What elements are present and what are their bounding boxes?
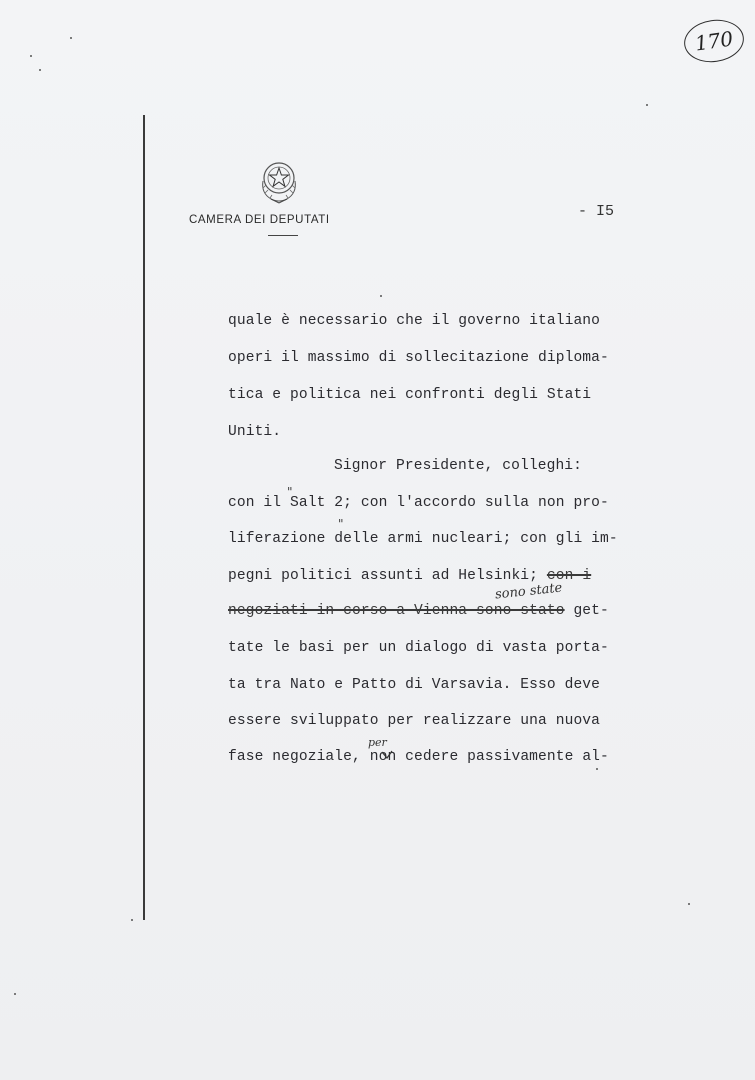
handwritten-insertion: sono state — [494, 580, 564, 603]
caret-insert-icon — [381, 750, 393, 760]
handwritten-page-number — [681, 16, 746, 66]
struck-text: negoziati in corso a Vienna sono stato — [228, 603, 565, 619]
handwritten-quote-mark: " — [338, 517, 344, 531]
paper-speck — [30, 55, 32, 57]
text-line: essere sviluppato per realizzare una nuova — [228, 713, 601, 729]
text-segment: non cedere passivamente al- — [369, 749, 609, 765]
text-line: operi il massimo di sollecitazione diploma- — [228, 350, 609, 366]
handwritten-insertion: per — [368, 736, 387, 749]
paper-speck — [688, 903, 690, 905]
left-margin-line — [143, 115, 145, 920]
italian-republic-emblem-icon — [257, 155, 301, 205]
text-line — [228, 749, 609, 765]
handwritten-quote-mark: " — [287, 485, 293, 499]
folio-number: - I5 — [578, 203, 615, 220]
text-line: tate le basi per un dialogo di vasta porta- — [228, 640, 609, 656]
paper-speck — [131, 919, 133, 921]
text-line: con il Salt 2; con l'accordo sulla non pro- — [228, 495, 609, 511]
paper-speck — [596, 768, 598, 770]
paper-speck — [380, 295, 382, 297]
text-segment: fase negoziale, — [228, 749, 361, 765]
header-rule — [268, 235, 298, 236]
text-line: quale è necessario che il governo italiano — [228, 313, 601, 329]
text-line: liferazione delle armi nucleari; con gli im- — [228, 531, 618, 547]
text-line: Uniti. — [228, 424, 282, 440]
text-line — [228, 568, 591, 584]
text-line — [228, 603, 609, 619]
paper-speck — [646, 104, 648, 106]
text-line: ta tra Nato e Patto di Varsavia. Esso deve — [228, 677, 601, 693]
page-number-text: 170 — [693, 26, 735, 56]
struck-text: con i — [546, 568, 592, 584]
paper-speck — [39, 69, 41, 71]
text-segment: get- — [573, 603, 609, 619]
paper-speck — [70, 37, 72, 39]
text-segment: pegni politici assunti ad Helsinki; — [228, 568, 539, 584]
text-line: Signor Presidente, colleghi: — [334, 458, 583, 474]
text-line: tica e politica nei confronti degli Stati — [228, 387, 592, 403]
chamber-title: CAMERA DEI DEPUTATI — [189, 214, 330, 226]
paper-speck — [14, 993, 16, 995]
